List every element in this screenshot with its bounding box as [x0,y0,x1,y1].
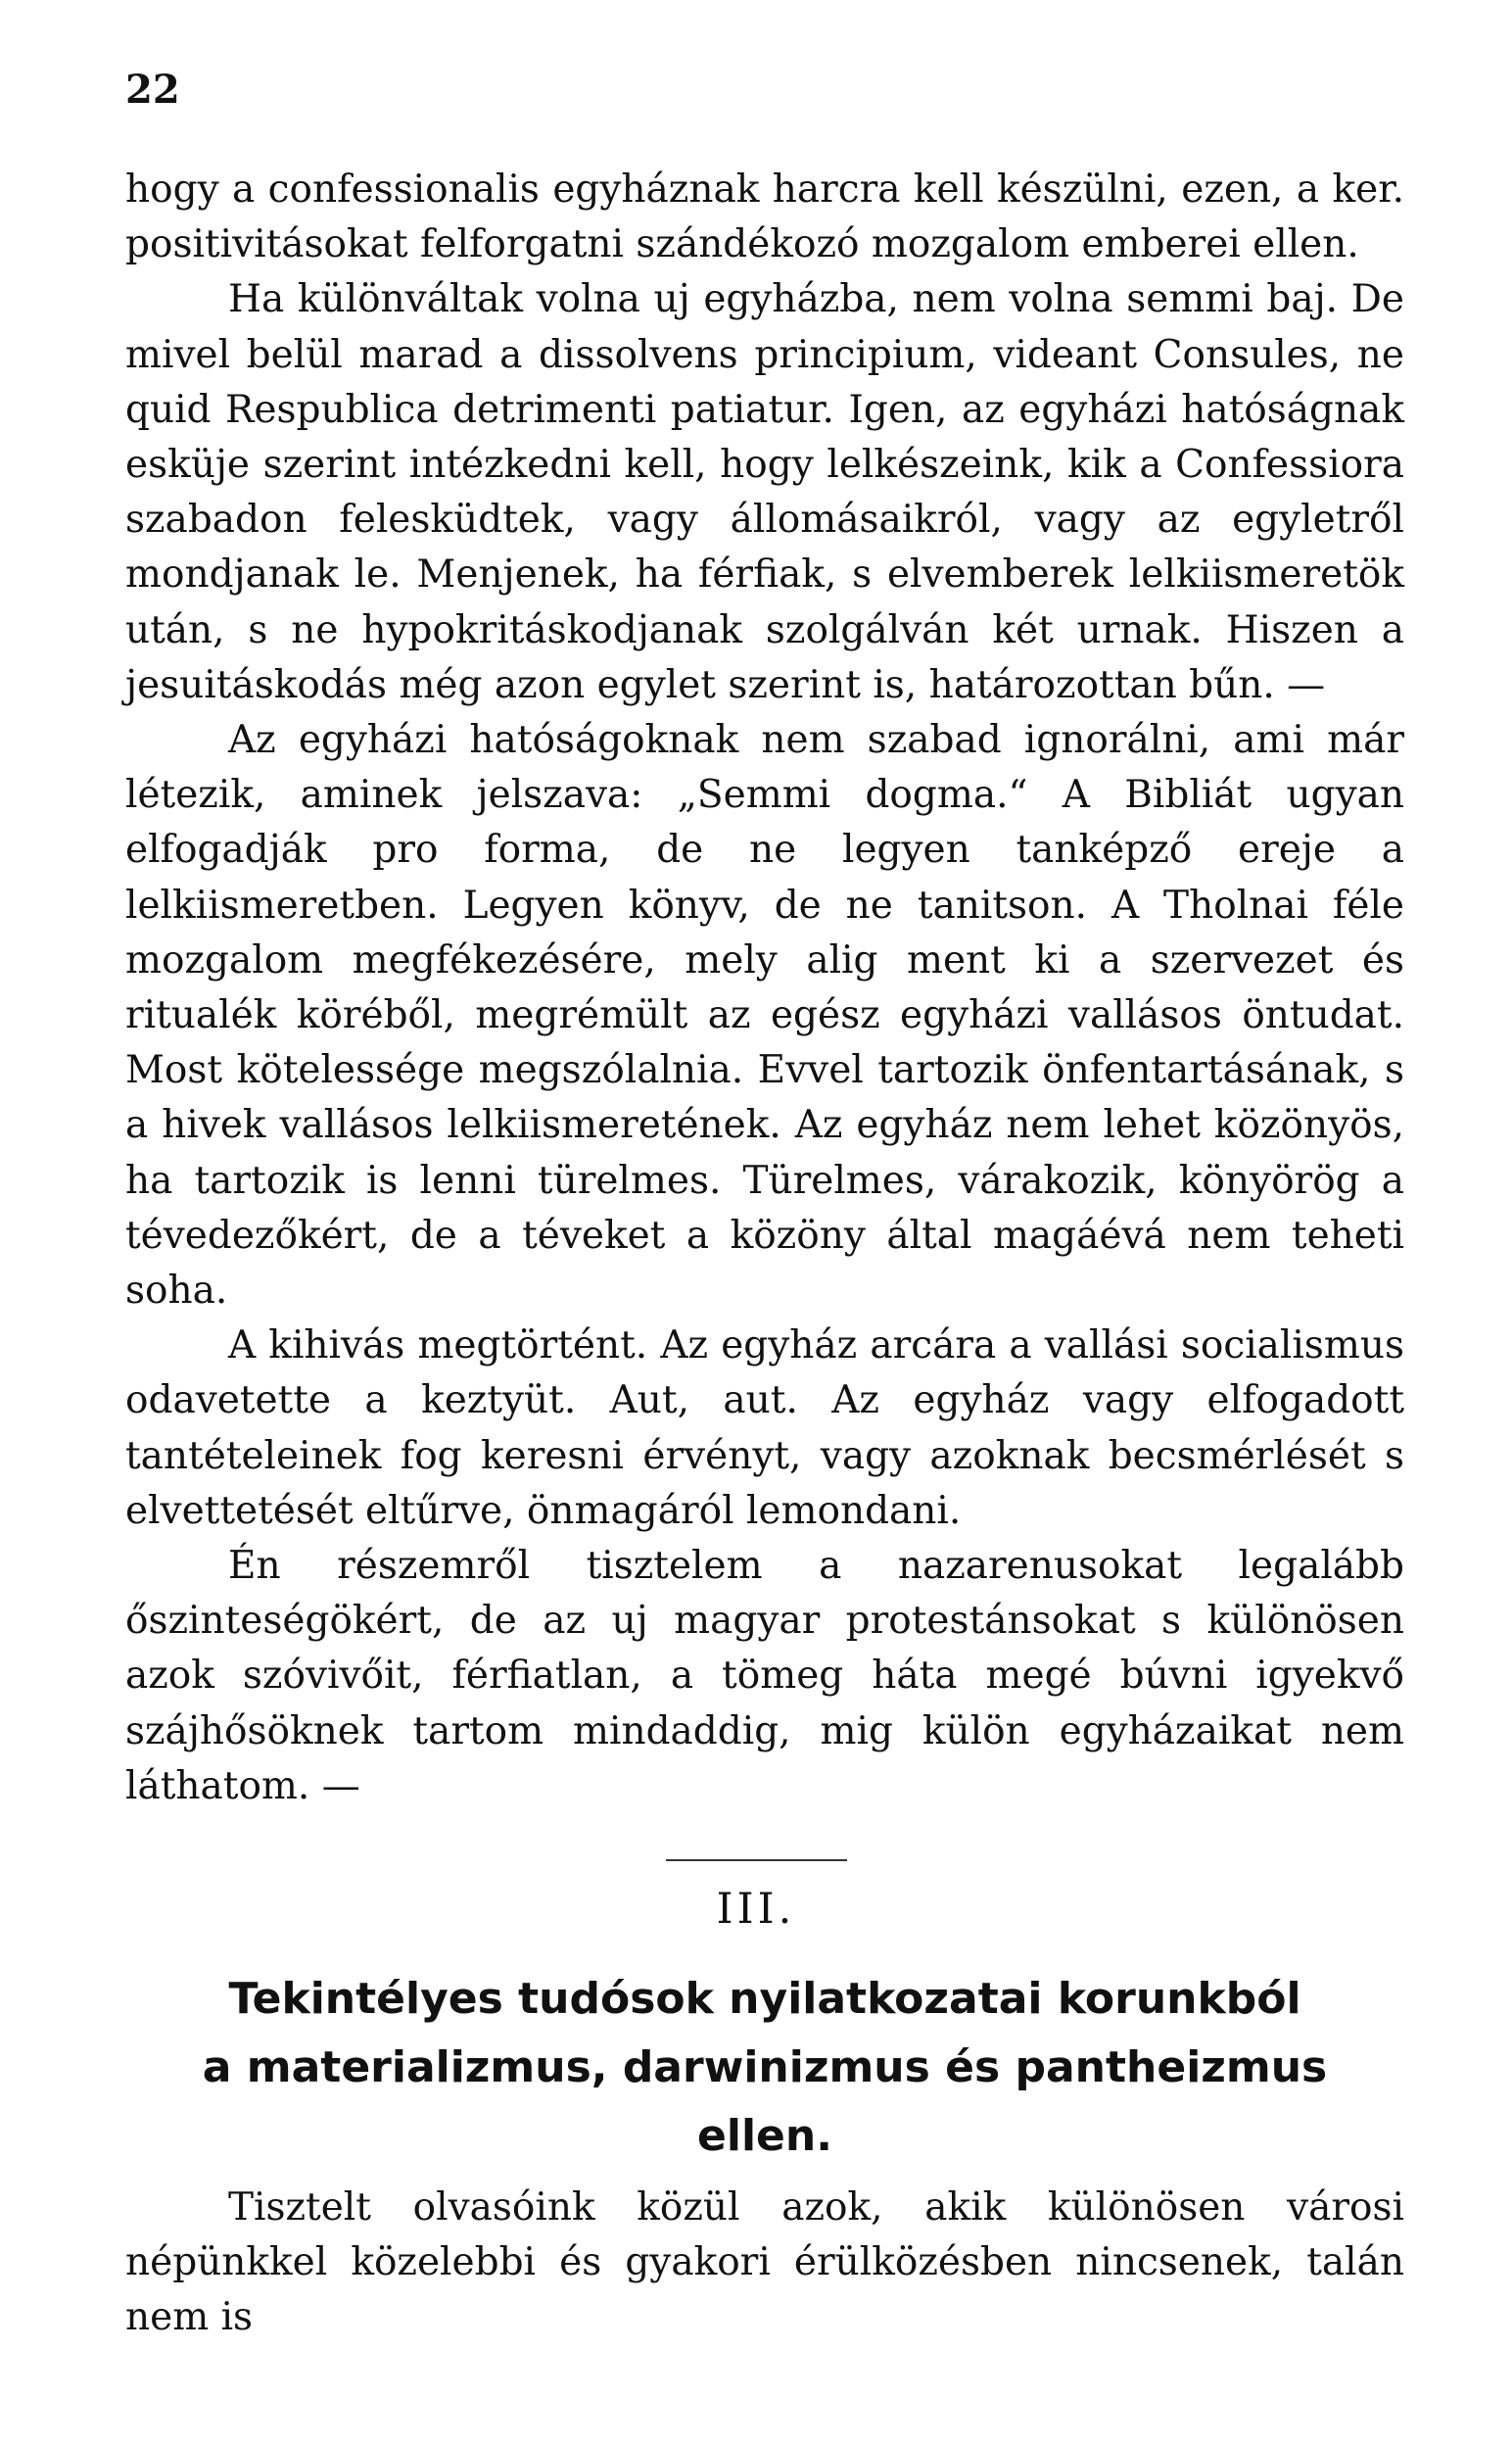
page-number: 22 [125,67,180,113]
section-heading [125,1965,1404,2171]
section-heading-line: a materializmus, darwinizmus és pantheizmus [202,2042,1328,2092]
section-number: III. [716,1885,796,1934]
section-heading-line: ellen. [697,2111,832,2161]
section-divider [666,1859,847,1861]
section-heading-line: Tekintélyes tudósok nyilatkozatai korunkból [228,1974,1301,2024]
paragraph: A kihivás megtörtént. Az egyház arcára a vallási socialismus odavetette a keztyüt. Aut, aut. Az egyház vagy elfogadott tantételeinek fog keresni érvényt, vagy azoknak becsmérlését s elvettetését eltűrve, önmagáról lemondani. [125,1323,1404,1533]
paragraph: hogy a confessionalis egyháznak harcra kell készülni, ezen, a ker. positivitásokat felforgatni szándékozó mozgalom emberei ellen. [125,168,1404,267]
body-text-bottom [125,2181,1404,2346]
paragraph: Ha különváltak volna uj egyházba, nem volna semmi baj. De mivel belül marad a dissolvens principium, videant Consules, ne quid Respublica detrimenti patiatur. Igen, az egyházi hatóságnak esküje szerint intézkedni kell, hogy lelkészeink, kik a Confessiora szabadon felesküdtek, vagy állomásaikról, vagy az egyletről mondjanak le. Menjenek, ha férfiak, s elvemberek lelkiismeretök után, s ne hypokritáskodjanak szolgálván két urnak. Hiszen a jesuitáskodás még azon egylet szerint is, határozottan bűn. — [125,277,1404,707]
paragraph: Én részemről tisztelem a nazarenusokat legalább őszinteségökért, de az uj magyar protestánsokat s különösen azok szóvivőit, férfiatlan, a tömeg háta megé búvni igyekvő szájhősöknek tartom mindaddig, mig külön egyházaikat nem láthatom. — [125,1544,1404,1808]
body-text-top [125,163,1404,1814]
paragraph: Tisztelt olvasóink közül azok, akik különösen városi népünkkel közelebbi és gyakori érülközésben nincsenek, talán nem is [125,2185,1404,2340]
paragraph: Az egyházi hatóságoknak nem szabad ignorálni, ami már létezik, aminek jelszava: „Semmi dogma.“ A Bibliát ugyan elfogadják pro forma, de ne legyen tanképző ereje a lelkiismeretben. Legyen könyv, de ne tanitson. A Tholnai féle mozgalom megfékezésére, mely alig ment ki a szervezet és ritualék köréből, megrémült az egész egyházi vallásos öntudat. Most kötelessége megszólalnia. Evvel tartozik önfentartásának, s a hivek vallásos lelkiismeretének. Az egyház nem lehet közönyös, ha tartozik is lenni türelmes. Türelmes, várakozik, könyörög a tévedezőkért, de a téveket a közöny által magáévá nem teheti soha. [125,718,1404,1314]
